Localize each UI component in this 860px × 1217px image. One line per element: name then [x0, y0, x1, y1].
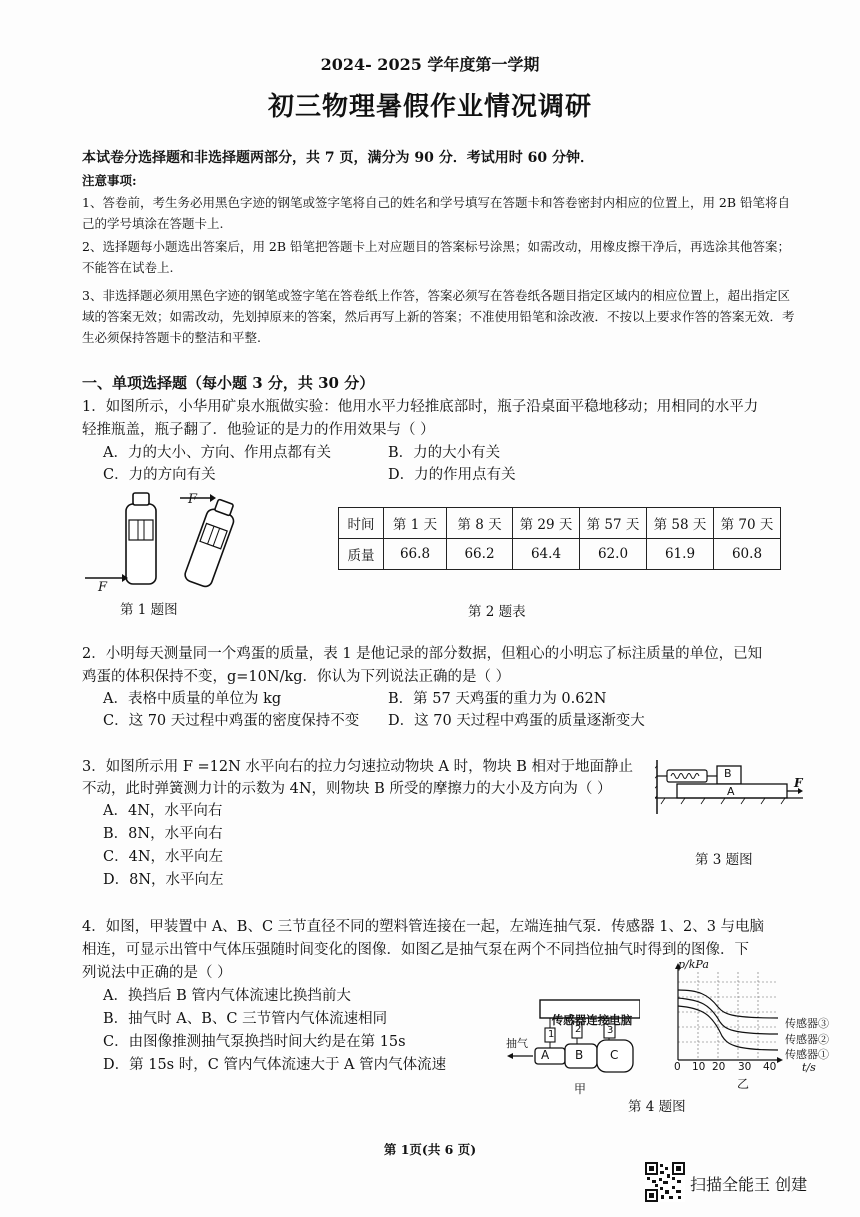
tilted-bottle-icon	[183, 497, 239, 588]
section-heading: 一、单项选择题（每小题 3 分，共 30 分）	[82, 374, 375, 392]
q2-option-d: D．这 70 天过程中鸡蛋的质量逐渐变大	[388, 713, 645, 729]
q4-stem-line1: 4．如图，甲装置中 A、B、C 三节直径不同的塑料管连接在一起，左端连抽气泵．传感器 1、2、3 与电脑	[82, 919, 765, 935]
q1-stem-line2: 轻推瓶盖，瓶子翻了．他验证的是力的作用效果与（ ）	[82, 422, 435, 438]
upright-bottle-icon	[126, 493, 156, 584]
q2-option-a: A．表格中质量的单位为 kg	[103, 691, 282, 707]
table-header-cell: 第 57 天	[580, 508, 647, 539]
graph-grid	[678, 972, 778, 1060]
q2-option-c: C．这 70 天过程中鸡蛋的密度保持不变	[103, 713, 360, 729]
page-title: 初三物理暑假作业情况调研	[267, 92, 592, 122]
table-row-label: 质量	[339, 539, 384, 570]
q2-data-table	[338, 507, 781, 570]
table-cell: 62.0	[580, 539, 647, 570]
year-line: 2024- 2025 学年度第一学期	[320, 55, 540, 74]
graph-y-label: p/kPa	[678, 958, 709, 971]
q3-option-b: B．8N，水平向右	[103, 826, 223, 842]
q4-option-c: C．由图像推测抽气泵换挡时间大约是在第 15s	[103, 1034, 406, 1050]
q4-stem-line3: 列说法中正确的是（ ）	[82, 965, 232, 981]
q4-fig-sensor3: 3	[607, 1025, 614, 1036]
table-cell: 66.2	[447, 539, 513, 570]
graph-tick: 20	[712, 1061, 726, 1073]
qr-code-icon	[645, 1162, 685, 1202]
sensor-2-curve	[678, 998, 778, 1034]
q1-option-a: A．力的大小、方向、作用点都有关	[103, 445, 331, 461]
table-header-cell: 第 70 天	[714, 508, 781, 539]
graph-x-label: t/s	[802, 1061, 816, 1074]
table-header-cell: 第 29 天	[513, 508, 580, 539]
q1-stem-line1: 1．如图所示，小华用矿泉水瓶做实验：他用水平力轻推底部时，瓶子沿桌面平稳地移动；用相同的水平力	[82, 399, 759, 415]
q2-stem-line2: 鸡蛋的体积保持不变，g=10N/kg．你认为下列说法正确的是（ ）	[82, 669, 511, 685]
tube-a	[535, 1048, 565, 1064]
graph-legend-sensor1: 传感器①	[785, 1048, 829, 1061]
q4-stem-line2: 相连，可显示出管中气体压强随时间变化的图像．如图乙是抽气泵在两个不同挡位抽气时得到的图像．下	[82, 942, 749, 958]
notice-item-3: 3、非选择题必须用黑色字迹的钢笔或签字笔在答卷纸上作答，答案必须写在答卷纸各题目指定区域内的相应位置上，超出指定区域的答案无效；如需改动，先划掉原来的答案，然后再写上新的答案；不准使用铅笔和涂改液．不按以上要求作答的答案无效．考生必须保持答题卡的整洁和平整.	[82, 288, 795, 345]
table-cell: 61.9	[647, 539, 714, 570]
graph-tick: 10	[692, 1061, 706, 1073]
q4-fig-box-label: 传感器连接电脑	[551, 1013, 633, 1027]
q4-option-a: A．换挡后 B 管内气体流速比换挡前大	[103, 988, 351, 1004]
page-number: 第 1页(共 6 页)	[383, 1142, 477, 1157]
q4-option-d: D．第 15s 时，C 管内气体流速大于 A 管内气体流速	[103, 1057, 447, 1073]
q3-fig-label-f: F	[794, 776, 803, 790]
q1-force-label-bottom: F	[98, 580, 108, 595]
q4-fig-sensor1: 1	[548, 1029, 555, 1040]
table-header-cell: 第 1 天	[384, 508, 447, 539]
q2-caption: 第 2 题表	[468, 604, 526, 620]
q4-option-b: B．抽气时 A、B、C 三节管内气体流速相同	[103, 1011, 388, 1027]
q4-fig-pump-label: 抽气	[506, 1037, 528, 1050]
notice-item-1: 1、答卷前，考生务必用黑色字迹的钢笔或签字笔将自己的姓名和学号填写在答题卡和答卷密封内相应的位置上，用 2B 铅笔将自己的学号填涂在答题卡上.	[82, 195, 791, 231]
intro-text: 本试卷分选择题和非选择题两部分，共 7 页，满分为 90 分．考试用时 60 分钟．	[82, 150, 594, 166]
q3-option-a: A．4N，水平向右	[103, 803, 223, 819]
table-header-cell: 第 58 天	[647, 508, 714, 539]
q4-fig-label-c: C	[610, 1048, 619, 1062]
q2-stem-line1: 2．小明每天测量同一个鸡蛋的质量，表 1 是他记录的部分数据，但粗心的小明忘了标注质量的单位，已知	[82, 646, 763, 662]
q4-caption: 第 4 题图	[628, 1099, 686, 1115]
table-row	[339, 508, 781, 539]
table-cell: 66.8	[384, 539, 447, 570]
q1-caption: 第 1 题图	[120, 602, 178, 618]
q1-option-c: C．力的方向有关	[103, 467, 216, 483]
graph-yi: 乙	[737, 1077, 750, 1091]
notice-heading: 注意事项:	[82, 173, 137, 188]
table-cell: 64.4	[513, 539, 580, 570]
graph-tick: 40	[763, 1061, 777, 1073]
q4-fig-jia: 甲	[574, 1082, 587, 1096]
graph-tick: 0	[674, 1061, 681, 1073]
graph-legend-sensor2: 传感器②	[785, 1033, 829, 1046]
q4-graph	[668, 962, 786, 1072]
table-row	[339, 539, 781, 570]
table-header-cell: 第 8 天	[447, 508, 513, 539]
q4-fig-sensor2: 2	[575, 1024, 582, 1035]
q3-option-d: D．8N，水平向左	[103, 872, 224, 888]
q1-option-d: D．力的作用点有关	[388, 467, 516, 483]
q1-force-label-top: F	[188, 492, 198, 507]
notice-item-2: 2、选择题每小题选出答案后，用 2B 铅笔把答题卡上对应题目的答案标号涂黑；如需改动，用橡皮擦干净后，再选涂其他答案；不能答在试卷上.	[82, 239, 791, 275]
graph-tick: 30	[738, 1061, 752, 1073]
q3-fig-label-b: B	[724, 767, 732, 780]
graph-legend-sensor3: 传感器③	[785, 1017, 829, 1030]
q1-option-b: B．力的大小有关	[388, 445, 501, 461]
q2-option-b: B．第 57 天鸡蛋的重力为 0.62N	[388, 691, 607, 707]
table-header-cell: 时间	[339, 508, 384, 539]
sensor-3-curve	[678, 990, 778, 1018]
q4-fig-label-b: B	[575, 1048, 584, 1062]
q3-caption: 第 3 题图	[695, 852, 753, 868]
q3-fig-label-a: A	[727, 785, 735, 798]
q3-option-c: C．4N，水平向左	[103, 849, 224, 865]
table-cell: 60.8	[714, 539, 781, 570]
q3-stem-line1: 3．如图所示用 F =12N 水平向右的拉力匀速拉动物块 A 时，物块 B 相对于地面静止	[82, 759, 633, 775]
q3-stem-line2: 不动，此时弹簧测力计的示数为 4N，则物块 B 所受的摩擦力的大小及方向为（ ）	[82, 781, 612, 797]
scanner-watermark: 扫描全能王 创建	[690, 1175, 808, 1194]
q4-fig-label-a: A	[541, 1048, 550, 1062]
